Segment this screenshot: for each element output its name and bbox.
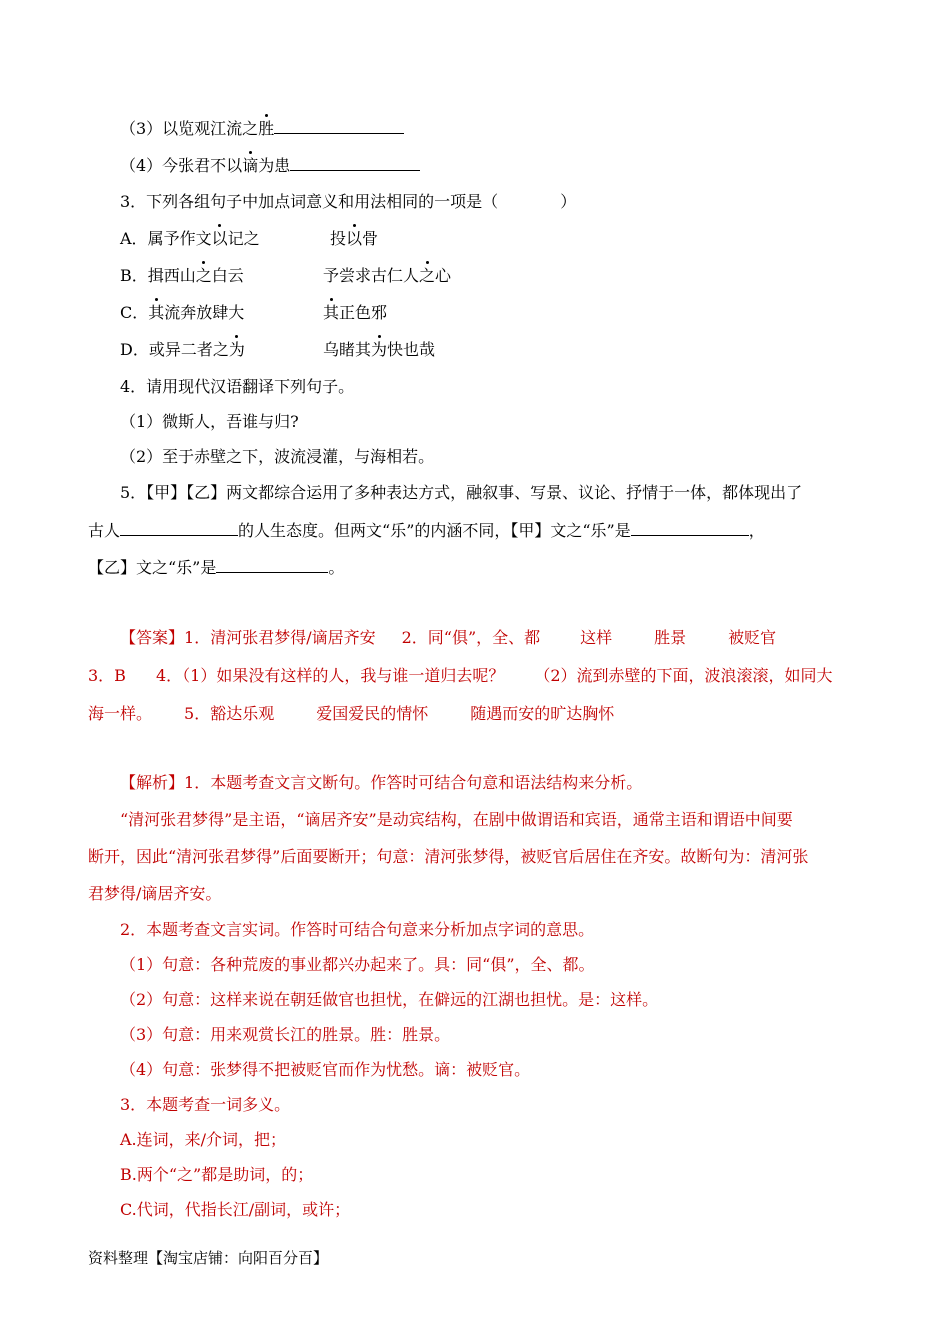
analysis-line-7: （2）句意：这样来说在朝廷做官也担忧，在僻远的江湖也担忧。是：这样。 (120, 990, 659, 1009)
analysis-line-1: 【解析】1．本题考查文言文断句。作答时可结合句意和语法结构来分析。 (120, 773, 643, 792)
option-a: A．属予作文以记之 (120, 229, 260, 248)
analysis-line-2: “清河张君梦得”是主语，“谪居齐安”是动宾结构，在剧中做谓语和宾语，通常主语和谓语中间要 (120, 810, 793, 829)
question-5-line-1: 5．【甲】【乙】两文都综合运用了多种表达方式，融叙事、写景、议论、抒情于一体，都体现出了 (120, 483, 803, 502)
analysis-line-11: A.连词，来/介词，把； (120, 1130, 287, 1149)
option-label: A． (120, 229, 148, 248)
option-b: B．揖西山之白云 (120, 266, 244, 285)
q2-4-emphasis: 谪 (242, 156, 259, 175)
analysis-line-4: 君梦得/谪居齐安。 (88, 884, 222, 903)
option-d-second: 乌睹其为快也哉 (323, 340, 436, 359)
option-a-second: 投以骨 (330, 229, 379, 248)
answer-blank (631, 520, 749, 536)
answer-line-3: 海一样。 5．豁达乐观 爱国爱民的情怀 随遇而安的旷达胸怀 (88, 704, 615, 723)
q2-4-text-post: 为患 (258, 156, 291, 175)
q2-4-text: （4）今张君不以 (120, 156, 243, 175)
analysis-label: 【解析】 (120, 773, 185, 792)
analysis-line-12: B.两个“之”都是助词，的； (120, 1165, 314, 1184)
option-d: D．或异二者之为 (120, 340, 245, 359)
option-b-second: 予尝求古仁人之心 (323, 266, 452, 285)
q2-3-emphasis: 胜 (258, 119, 275, 138)
answer-line-2: 3．B 4．（1）如果没有这样的人，我与谁一道归去呢？ （2）流到赤壁的下面，波浪滚滚，如同大 (88, 666, 833, 685)
analysis-line-9: （4）句意：张梦得不把被贬官而作为忧愁。谪：被贬官。 (120, 1060, 531, 1079)
answer-label: 【答案】 (120, 628, 185, 647)
question-4-stem: 4．请用现代汉语翻译下列句子。 (120, 377, 355, 396)
page-footer: 资料整理【淘宝店铺：向阳百分百】 (88, 1249, 329, 1267)
answer-blank (120, 520, 238, 536)
question-2-item-3 (120, 118, 404, 139)
q2-3-text: （3）以览观江流之 (120, 119, 259, 138)
answer-blank (290, 155, 420, 171)
analysis-line-6: （1）句意：各种荒废的事业都兴办起来了。具：同“俱”，全、都。 (120, 955, 595, 974)
answer-blank (274, 118, 404, 134)
analysis-line-8: （3）句意：用来观赏长江的胜景。胜：胜景。 (120, 1025, 451, 1044)
question-4-sentence-1: （1）微斯人，吾谁与归? (120, 412, 299, 431)
option-label: C． (120, 303, 149, 322)
answer-blank (216, 557, 328, 573)
analysis-line-3: 断开，因此“清河张君梦得”后面要断开；句意：清河张梦得，被贬官后居住在齐安。故断句为：清河张 (88, 847, 809, 866)
question-3-stem: 3．下列各组句子中加点词意义和用法相同的一项是（ ） (120, 192, 577, 211)
option-c: C．其流奔放肆大 (120, 303, 245, 322)
question-5-line-3: 【乙】文之“乐”是 。 (88, 558, 345, 577)
answer-line-1: 【答案】1．清河张君梦得/谪居齐安 2．同“俱”，全、都 这样 胜景 被贬官 (120, 628, 777, 647)
option-c-second: 其正色邪 (323, 303, 388, 322)
analysis-line-13: C.代词，代指长江/副词，或许； (120, 1200, 351, 1219)
analysis-line-10: 3．本题考查一词多义。 (120, 1095, 291, 1114)
option-label: D． (120, 340, 149, 359)
option-label: B． (120, 266, 148, 285)
question-4-sentence-2: （2）至于赤壁之下，波流浸灌，与海相若。 (120, 447, 435, 466)
question-2-item-4 (120, 155, 420, 176)
analysis-line-5: 2．本题考查文言实词。作答时可结合句意来分析加点字词的意思。 (120, 920, 595, 939)
question-5-line-2: 古人 的人生态度。但两文“乐”的内涵不同，【甲】文之“乐”是 ， (88, 521, 765, 540)
